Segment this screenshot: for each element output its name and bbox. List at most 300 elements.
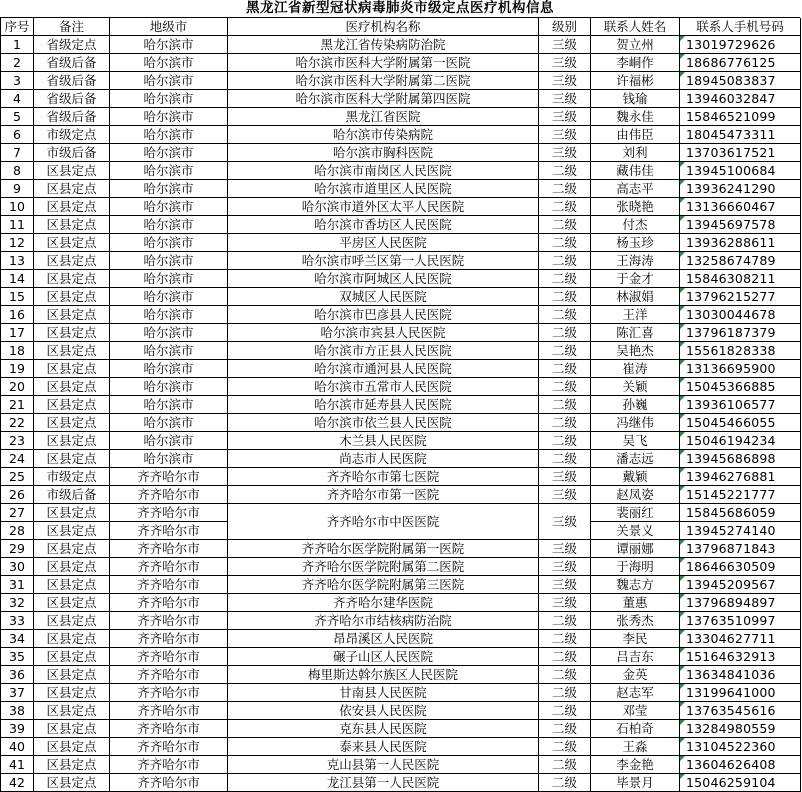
cell-phone[interactable] (680, 684, 801, 702)
cell-level[interactable]: 二级 (539, 432, 591, 450)
cell-phone[interactable] (680, 36, 801, 54)
cell-level[interactable]: 三级 (539, 468, 591, 486)
cell-note[interactable]: 市级后备 (34, 486, 110, 504)
cell-level[interactable]: 二级 (539, 378, 591, 396)
header-hospital[interactable]: 医疗机构名称 (228, 18, 539, 36)
cell-no[interactable]: 42 (1, 774, 34, 792)
cell-no[interactable]: 1 (1, 36, 34, 54)
cell-hospital[interactable]: 哈尔滨市呼兰区第一人民医院 (228, 252, 539, 270)
cell-phone[interactable] (680, 576, 801, 594)
cell-hospital[interactable]: 甘南县人民医院 (228, 684, 539, 702)
cell-phone[interactable] (680, 468, 801, 486)
cell-contact[interactable]: 孙巍 (591, 396, 680, 414)
cell-contact[interactable]: 高志平 (591, 180, 680, 198)
cell-hospital[interactable]: 哈尔滨市医科大学附属第一医院 (228, 54, 539, 72)
cell-level[interactable]: 三级 (539, 54, 591, 72)
cell-note[interactable]: 区县定点 (34, 288, 110, 306)
cell-no[interactable]: 31 (1, 576, 34, 594)
cell-level[interactable]: 二级 (539, 288, 591, 306)
cell-note[interactable]: 区县定点 (34, 342, 110, 360)
cell-level[interactable]: 三级 (539, 486, 591, 504)
cell-city[interactable]: 哈尔滨市 (110, 108, 228, 126)
cell-note[interactable]: 区县定点 (34, 666, 110, 684)
cell-level[interactable]: 二级 (539, 342, 591, 360)
cell-contact[interactable]: 冯继伟 (591, 414, 680, 432)
cell-no[interactable]: 21 (1, 396, 34, 414)
cell-phone[interactable] (680, 774, 801, 792)
cell-phone[interactable] (680, 72, 801, 90)
cell-city[interactable]: 齐齐哈尔市 (110, 558, 228, 576)
cell-level[interactable]: 三级 (539, 558, 591, 576)
cell-hospital[interactable]: 齐齐哈尔建华医院 (228, 594, 539, 612)
cell-hospital[interactable]: 双城区人民医院 (228, 288, 539, 306)
cell-city[interactable]: 哈尔滨市 (110, 54, 228, 72)
cell-city[interactable]: 齐齐哈尔市 (110, 720, 228, 738)
cell-city[interactable]: 哈尔滨市 (110, 252, 228, 270)
cell-note[interactable]: 区县定点 (34, 162, 110, 180)
cell-city[interactable]: 齐齐哈尔市 (110, 648, 228, 666)
cell-city[interactable]: 齐齐哈尔市 (110, 468, 228, 486)
cell-note[interactable]: 区县定点 (34, 378, 110, 396)
cell-contact[interactable]: 毕景月 (591, 774, 680, 792)
cell-city[interactable]: 齐齐哈尔市 (110, 702, 228, 720)
cell-level[interactable]: 二级 (539, 612, 591, 630)
header-no[interactable]: 序号 (1, 18, 34, 36)
cell-hospital[interactable]: 平房区人民医院 (228, 234, 539, 252)
cell-note[interactable]: 区县定点 (34, 648, 110, 666)
cell-contact[interactable]: 张秀杰 (591, 612, 680, 630)
cell-phone[interactable] (680, 738, 801, 756)
cell-contact[interactable]: 赵志军 (591, 684, 680, 702)
cell-contact[interactable]: 藏伟佳 (591, 162, 680, 180)
cell-phone[interactable] (680, 54, 801, 72)
cell-no[interactable]: 22 (1, 414, 34, 432)
cell-level[interactable]: 三级 (539, 126, 591, 144)
cell-contact[interactable]: 吴飞 (591, 432, 680, 450)
cell-note[interactable]: 区县定点 (34, 414, 110, 432)
cell-note[interactable]: 区县定点 (34, 252, 110, 270)
cell-level[interactable]: 二级 (539, 630, 591, 648)
cell-hospital[interactable]: 哈尔滨市延寿县人民医院 (228, 396, 539, 414)
table-row (1, 306, 801, 324)
cell-city[interactable]: 哈尔滨市 (110, 144, 228, 162)
cell-contact[interactable]: 赵凤姿 (591, 486, 680, 504)
cell-level[interactable]: 二级 (539, 306, 591, 324)
cell-city[interactable]: 哈尔滨市 (110, 342, 228, 360)
cell-phone[interactable] (680, 180, 801, 198)
cell-phone[interactable] (680, 342, 801, 360)
cell-hospital[interactable]: 黑龙江省医院 (228, 108, 539, 126)
cell-contact[interactable]: 李民 (591, 630, 680, 648)
cell-city[interactable]: 哈尔滨市 (110, 414, 228, 432)
cell-city[interactable]: 哈尔滨市 (110, 216, 228, 234)
cell-phone[interactable] (680, 720, 801, 738)
cell-contact[interactable]: 由伟臣 (591, 126, 680, 144)
cell-phone[interactable] (680, 288, 801, 306)
cell-no[interactable]: 8 (1, 162, 34, 180)
cell-note[interactable]: 区县定点 (34, 198, 110, 216)
cell-city[interactable]: 哈尔滨市 (110, 360, 228, 378)
cell-contact[interactable]: 李金艳 (591, 756, 680, 774)
cell-hospital[interactable]: 克东县人民医院 (228, 720, 539, 738)
cell-phone[interactable] (680, 756, 801, 774)
cell-note[interactable]: 区县定点 (34, 702, 110, 720)
cell-city[interactable]: 哈尔滨市 (110, 432, 228, 450)
cell-no[interactable]: 30 (1, 558, 34, 576)
cell-note[interactable]: 省级后备 (34, 90, 110, 108)
cell-hospital[interactable]: 哈尔滨市医科大学附属第四医院 (228, 90, 539, 108)
cell-level[interactable]: 二级 (539, 270, 591, 288)
cell-note[interactable]: 区县定点 (34, 558, 110, 576)
cell-level[interactable]: 二级 (539, 450, 591, 468)
cell-hospital[interactable]: 哈尔滨市道里区人民医院 (228, 180, 539, 198)
cell-note[interactable]: 区县定点 (34, 756, 110, 774)
cell-city[interactable]: 哈尔滨市 (110, 234, 228, 252)
cell-no[interactable]: 25 (1, 468, 34, 486)
cell-phone[interactable] (680, 540, 801, 558)
cell-hospital[interactable]: 齐齐哈尔医学院附属第一医院 (228, 540, 539, 558)
cell-no[interactable]: 4 (1, 90, 34, 108)
cell-contact[interactable]: 魏永佳 (591, 108, 680, 126)
cell-no[interactable]: 18 (1, 342, 34, 360)
cell-no[interactable]: 34 (1, 630, 34, 648)
cell-phone[interactable] (680, 162, 801, 180)
cell-hospital[interactable]: 哈尔滨市宾县人民医院 (228, 324, 539, 342)
cell-note[interactable]: 区县定点 (34, 270, 110, 288)
cell-phone[interactable] (680, 648, 801, 666)
cell-hospital[interactable]: 尚志市人民医院 (228, 450, 539, 468)
cell-contact[interactable]: 李峒作 (591, 54, 680, 72)
cell-city[interactable]: 哈尔滨市 (110, 396, 228, 414)
cell-hospital[interactable]: 克山县第一人民医院 (228, 756, 539, 774)
cell-contact[interactable]: 魏志方 (591, 576, 680, 594)
cell-hospital[interactable]: 黑龙江省传染病防治院 (228, 36, 539, 54)
cell-city[interactable]: 齐齐哈尔市 (110, 486, 228, 504)
cell-contact[interactable]: 关颖 (591, 378, 680, 396)
cell-no[interactable]: 29 (1, 540, 34, 558)
cell-city[interactable]: 哈尔滨市 (110, 450, 228, 468)
cell-hospital[interactable]: 齐齐哈尔市中医医院 (228, 504, 539, 540)
cell-phone[interactable] (680, 108, 801, 126)
cell-hospital[interactable]: 哈尔滨市阿城区人民医院 (228, 270, 539, 288)
cell-phone[interactable] (680, 126, 801, 144)
cell-contact[interactable]: 林淑娟 (591, 288, 680, 306)
cell-phone[interactable] (680, 630, 801, 648)
cell-hospital[interactable]: 泰来县人民医院 (228, 738, 539, 756)
cell-note[interactable]: 区县定点 (34, 774, 110, 792)
cell-city[interactable]: 齐齐哈尔市 (110, 630, 228, 648)
cell-note[interactable]: 省级后备 (34, 108, 110, 126)
cell-phone[interactable] (680, 90, 801, 108)
cell-phone[interactable] (680, 306, 801, 324)
cell-no[interactable]: 12 (1, 234, 34, 252)
cell-phone[interactable] (680, 702, 801, 720)
cell-city[interactable]: 齐齐哈尔市 (110, 594, 228, 612)
cell-no[interactable]: 7 (1, 144, 34, 162)
cell-city[interactable] (110, 504, 228, 540)
cell-city[interactable]: 哈尔滨市 (110, 378, 228, 396)
cell-contact[interactable]: 董惠 (591, 594, 680, 612)
cell-phone[interactable] (680, 504, 801, 540)
number-as-text-indicator-icon (680, 432, 685, 437)
cell-phone[interactable] (680, 234, 801, 252)
cell-phone[interactable] (680, 396, 801, 414)
cell-city[interactable]: 哈尔滨市 (110, 270, 228, 288)
cell-phone[interactable] (680, 612, 801, 630)
cell-no[interactable]: 39 (1, 720, 34, 738)
cell-level[interactable]: 二级 (539, 738, 591, 756)
cell-level[interactable]: 三级 (539, 108, 591, 126)
header-note[interactable]: 备注 (34, 18, 110, 36)
phone-number: 13945686898 (686, 451, 776, 466)
cell-phone[interactable] (680, 594, 801, 612)
cell-contact[interactable]: 谭丽娜 (591, 540, 680, 558)
header-level[interactable]: 级别 (539, 18, 591, 36)
cell-city[interactable]: 哈尔滨市 (110, 90, 228, 108)
cell-hospital[interactable]: 齐齐哈尔医学院附属第三医院 (228, 576, 539, 594)
cell-contact[interactable]: 崔涛 (591, 360, 680, 378)
cell-no[interactable]: 33 (1, 612, 34, 630)
header-contact[interactable]: 联系人姓名 (591, 18, 680, 36)
cell-contact[interactable]: 于海明 (591, 558, 680, 576)
cell-phone[interactable] (680, 432, 801, 450)
cell-note[interactable]: 区县定点 (34, 234, 110, 252)
cell-hospital[interactable]: 龙江县第一人民医院 (228, 774, 539, 792)
cell-no[interactable]: 20 (1, 378, 34, 396)
cell-level[interactable]: 二级 (539, 414, 591, 432)
cell-contact[interactable]: 吕吉东 (591, 648, 680, 666)
cell-city[interactable]: 齐齐哈尔市 (110, 684, 228, 702)
cell-level[interactable]: 二级 (539, 756, 591, 774)
header-phone[interactable]: 联系人手机号码 (680, 18, 801, 36)
cell-level[interactable]: 二级 (539, 180, 591, 198)
cell-no[interactable]: 2 (1, 54, 34, 72)
cell-hospital[interactable]: 哈尔滨市医科大学附属第二医院 (228, 72, 539, 90)
cell-hospital[interactable]: 哈尔滨市巴彦县人民医院 (228, 306, 539, 324)
cell-city[interactable]: 哈尔滨市 (110, 324, 228, 342)
cell-hospital[interactable]: 哈尔滨市方正县人民医院 (228, 342, 539, 360)
cell-level[interactable]: 二级 (539, 162, 591, 180)
cell-hospital[interactable]: 哈尔滨市通河县人民医院 (228, 360, 539, 378)
cell-level[interactable]: 二级 (539, 702, 591, 720)
cell-contact[interactable]: 石柏奇 (591, 720, 680, 738)
cell-phone[interactable] (680, 198, 801, 216)
cell-hospital[interactable]: 依安县人民医院 (228, 702, 539, 720)
cell-note[interactable]: 区县定点 (34, 180, 110, 198)
cell-level[interactable]: 三级 (539, 144, 591, 162)
cell-hospital[interactable]: 齐齐哈尔市第一医院 (228, 486, 539, 504)
cell-note[interactable]: 省级定点 (34, 36, 110, 54)
cell-no[interactable]: 17 (1, 324, 34, 342)
cell-contact[interactable]: 王海涛 (591, 252, 680, 270)
cell-note[interactable]: 区县定点 (34, 360, 110, 378)
cell-no[interactable]: 23 (1, 432, 34, 450)
cell-contact[interactable]: 潘志远 (591, 450, 680, 468)
cell-level[interactable]: 二级 (539, 360, 591, 378)
cell-level[interactable]: 二级 (539, 666, 591, 684)
cell-note[interactable]: 区县定点 (34, 576, 110, 594)
cell-note[interactable] (34, 504, 110, 540)
cell-level[interactable]: 三级 (539, 90, 591, 108)
cell-contact[interactable]: 张晓艳 (591, 198, 680, 216)
cell-phone[interactable] (680, 666, 801, 684)
cell-contact[interactable]: 邓莹 (591, 702, 680, 720)
cell-note[interactable]: 区县定点 (34, 540, 110, 558)
cell-note[interactable]: 区县定点 (34, 630, 110, 648)
phone-number: 18686776125 (686, 55, 776, 70)
cell-phone[interactable] (680, 252, 801, 270)
cell-no[interactable]: 6 (1, 126, 34, 144)
cell-no[interactable]: 26 (1, 486, 34, 504)
cell-city[interactable]: 哈尔滨市 (110, 306, 228, 324)
cell-contact[interactable]: 王洋 (591, 306, 680, 324)
cell-city[interactable]: 哈尔滨市 (110, 72, 228, 90)
cell-no[interactable]: 24 (1, 450, 34, 468)
cell-contact[interactable]: 贺立州 (591, 36, 680, 54)
cell-no[interactable]: 36 (1, 666, 34, 684)
cell-note[interactable]: 市级定点 (34, 126, 110, 144)
header-city[interactable]: 地级市 (110, 18, 228, 36)
cell-contact[interactable]: 许福彬 (591, 72, 680, 90)
cell-contact[interactable]: 吴艳杰 (591, 342, 680, 360)
cell-note[interactable]: 区县定点 (34, 738, 110, 756)
cell-note[interactable]: 区县定点 (34, 396, 110, 414)
cell-level[interactable]: 三级 (539, 504, 591, 540)
cell-level[interactable]: 二级 (539, 774, 591, 792)
cell-level[interactable]: 三级 (539, 36, 591, 54)
cell-phone[interactable] (680, 558, 801, 576)
cell-city[interactable]: 哈尔滨市 (110, 180, 228, 198)
cell-city[interactable]: 齐齐哈尔市 (110, 774, 228, 792)
cell-hospital[interactable]: 齐齐哈尔市第七医院 (228, 468, 539, 486)
cell-contact[interactable] (591, 504, 680, 540)
cell-no[interactable]: 35 (1, 648, 34, 666)
cell-level[interactable]: 二级 (539, 648, 591, 666)
cell-note[interactable]: 省级后备 (34, 72, 110, 90)
cell-no[interactable] (1, 504, 34, 540)
cell-no[interactable]: 37 (1, 684, 34, 702)
cell-note[interactable]: 区县定点 (34, 216, 110, 234)
cell-level[interactable]: 三级 (539, 540, 591, 558)
cell-level[interactable]: 二级 (539, 720, 591, 738)
cell-hospital[interactable]: 哈尔滨市五常市人民医院 (228, 378, 539, 396)
cell-no[interactable]: 13 (1, 252, 34, 270)
cell-level[interactable]: 二级 (539, 234, 591, 252)
cell-phone[interactable] (680, 414, 801, 432)
cell-no[interactable]: 32 (1, 594, 34, 612)
cell-contact[interactable]: 杨玉珍 (591, 234, 680, 252)
cell-phone[interactable] (680, 324, 801, 342)
cell-no[interactable]: 14 (1, 270, 34, 288)
cell-contact[interactable]: 王淼 (591, 738, 680, 756)
cell-no[interactable]: 19 (1, 360, 34, 378)
cell-hospital[interactable]: 哈尔滨市南岗区人民医院 (228, 162, 539, 180)
cell-level[interactable]: 二级 (539, 684, 591, 702)
cell-note[interactable]: 市级后备 (34, 144, 110, 162)
cell-note[interactable]: 市级定点 (34, 468, 110, 486)
cell-city[interactable]: 齐齐哈尔市 (110, 540, 228, 558)
cell-contact[interactable]: 陈汇喜 (591, 324, 680, 342)
cell-no[interactable]: 9 (1, 180, 34, 198)
cell-note[interactable]: 区县定点 (34, 612, 110, 630)
cell-city[interactable]: 哈尔滨市 (110, 198, 228, 216)
cell-note[interactable]: 区县定点 (34, 306, 110, 324)
cell-hospital[interactable]: 哈尔滨市香坊区人民医院 (228, 216, 539, 234)
cell-level[interactable]: 二级 (539, 324, 591, 342)
cell-no[interactable]: 10 (1, 198, 34, 216)
cell-note[interactable]: 省级后备 (34, 54, 110, 72)
cell-hospital[interactable]: 木兰县人民医院 (228, 432, 539, 450)
cell-hospital[interactable]: 昂昂溪区人民医院 (228, 630, 539, 648)
cell-level[interactable]: 二级 (539, 396, 591, 414)
cell-contact[interactable]: 戴颖 (591, 468, 680, 486)
cell-hospital[interactable]: 梅里斯达斡尔族区人民医院 (228, 666, 539, 684)
cell-contact[interactable]: 付杰 (591, 216, 680, 234)
cell-no[interactable]: 41 (1, 756, 34, 774)
cell-hospital[interactable]: 齐齐哈尔市结核病防治院 (228, 612, 539, 630)
cell-level[interactable]: 三级 (539, 72, 591, 90)
cell-phone[interactable] (680, 450, 801, 468)
cell-note[interactable]: 区县定点 (34, 432, 110, 450)
cell-contact[interactable]: 金英 (591, 666, 680, 684)
cell-phone[interactable] (680, 378, 801, 396)
cell-note[interactable]: 区县定点 (34, 324, 110, 342)
cell-contact[interactable]: 钱瑜 (591, 90, 680, 108)
cell-level[interactable]: 二级 (539, 252, 591, 270)
number-as-text-indicator-icon (680, 450, 685, 455)
cell-phone[interactable] (680, 270, 801, 288)
cell-phone[interactable] (680, 144, 801, 162)
cell-hospital[interactable]: 碾子山区人民医院 (228, 648, 539, 666)
cell-hospital[interactable]: 齐齐哈尔医学院附属第二医院 (228, 558, 539, 576)
table-row (1, 162, 801, 180)
cell-level[interactable]: 三级 (539, 576, 591, 594)
cell-no[interactable]: 40 (1, 738, 34, 756)
cell-hospital[interactable]: 哈尔滨市道外区太平人民医院 (228, 198, 539, 216)
cell-note[interactable]: 区县定点 (34, 684, 110, 702)
cell-city[interactable]: 哈尔滨市 (110, 288, 228, 306)
cell-no[interactable]: 15 (1, 288, 34, 306)
cell-city[interactable]: 哈尔滨市 (110, 36, 228, 54)
cell-no[interactable]: 5 (1, 108, 34, 126)
cell-phone[interactable] (680, 216, 801, 234)
cell-contact[interactable]: 于金才 (591, 270, 680, 288)
cell-level[interactable]: 二级 (539, 216, 591, 234)
cell-city[interactable]: 齐齐哈尔市 (110, 756, 228, 774)
cell-contact[interactable]: 刘利 (591, 144, 680, 162)
cell-note[interactable]: 区县定点 (34, 450, 110, 468)
cell-city[interactable]: 哈尔滨市 (110, 162, 228, 180)
cell-city[interactable]: 齐齐哈尔市 (110, 576, 228, 594)
cell-city[interactable]: 齐齐哈尔市 (110, 738, 228, 756)
cell-city[interactable]: 哈尔滨市 (110, 126, 228, 144)
cell-note[interactable]: 区县定点 (34, 720, 110, 738)
cell-phone[interactable] (680, 486, 801, 504)
cell-no[interactable]: 16 (1, 306, 34, 324)
cell-no[interactable]: 3 (1, 72, 34, 90)
cell-no[interactable]: 11 (1, 216, 34, 234)
cell-hospital[interactable]: 哈尔滨市依兰县人民医院 (228, 414, 539, 432)
cell-level[interactable]: 二级 (539, 198, 591, 216)
cell-hospital[interactable]: 哈尔滨市传染病院 (228, 126, 539, 144)
cell-hospital[interactable]: 哈尔滨市胸科医院 (228, 144, 539, 162)
cell-note[interactable]: 区县定点 (34, 594, 110, 612)
cell-city[interactable]: 齐齐哈尔市 (110, 612, 228, 630)
cell-phone[interactable] (680, 360, 801, 378)
cell-level[interactable]: 三级 (539, 594, 591, 612)
cell-city[interactable]: 齐齐哈尔市 (110, 666, 228, 684)
cell-no[interactable]: 38 (1, 702, 34, 720)
